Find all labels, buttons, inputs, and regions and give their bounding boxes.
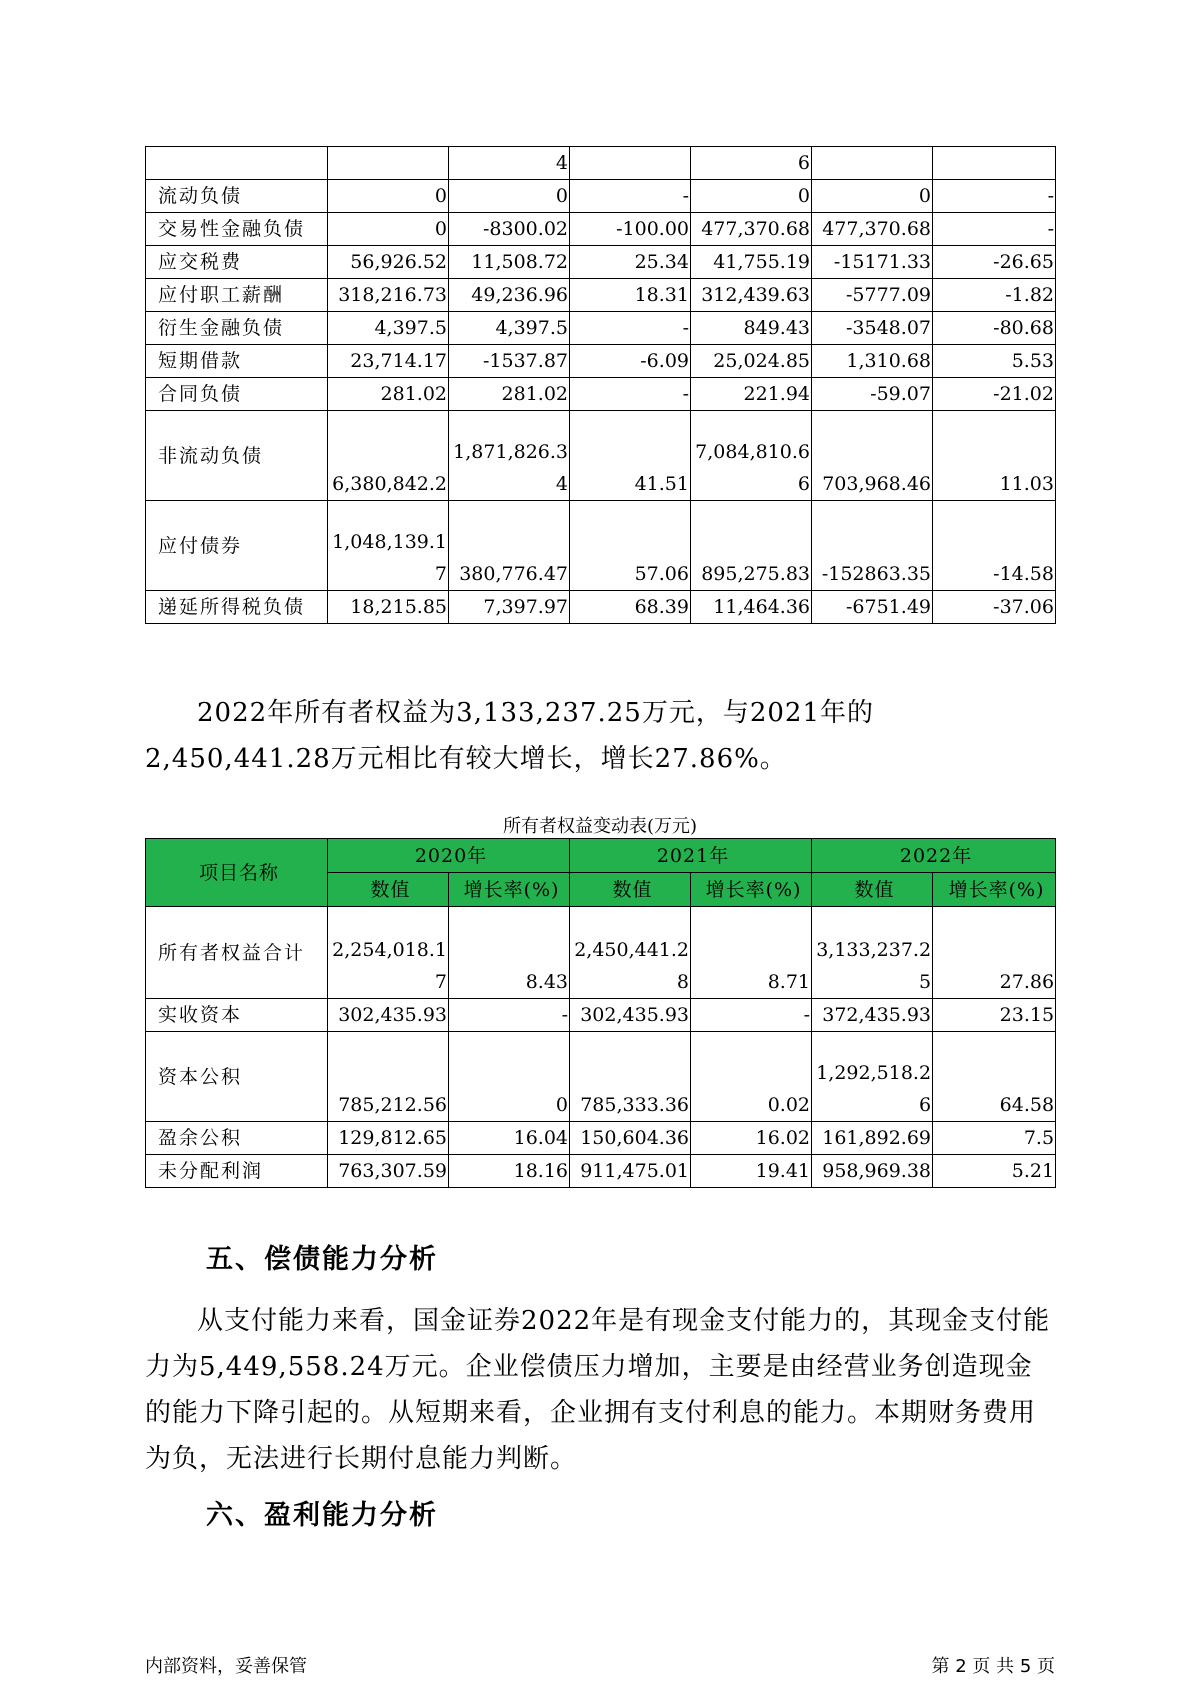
cell-value: 11,508.72 [449, 246, 570, 279]
cell-value: -3548.07 [812, 312, 933, 345]
cell-value: 477,370.68 [691, 213, 812, 246]
table-row [146, 246, 1056, 279]
cell-value: 41.51 [570, 411, 691, 501]
cell-value: 1,310.68 [812, 345, 933, 378]
cell-value: 703,968.46 [812, 411, 933, 501]
cell-value: 64.58 [933, 1032, 1056, 1122]
cell-value: 911,475.01 [570, 1155, 691, 1188]
cell-value: 25,024.85 [691, 345, 812, 378]
row-label: 资本公积 [146, 1032, 328, 1122]
cell-value: 281.02 [449, 378, 570, 411]
cell-value: -15171.33 [812, 246, 933, 279]
cell-value: -8300.02 [449, 213, 570, 246]
table-row [146, 1122, 1056, 1155]
table-row [146, 411, 1056, 501]
cell-value: 57.06 [570, 501, 691, 591]
cell-value: 281.02 [328, 378, 449, 411]
header-year-2020: 2020年 [328, 839, 570, 873]
cell-value: 849.43 [691, 312, 812, 345]
cell-value: 25.34 [570, 246, 691, 279]
cell-value: 8.43 [449, 907, 570, 999]
cell-value: - [570, 378, 691, 411]
section-heading-profitability: 六、盈利能力分析 [206, 1500, 438, 1531]
row-label: 衍生金融负债 [146, 312, 328, 345]
cell-value: 23.15 [933, 999, 1056, 1032]
cell-value: -1.82 [933, 279, 1056, 312]
cell-value: -5777.09 [812, 279, 933, 312]
header-rate: 增长率(%) [933, 873, 1056, 907]
cell-value: 0.02 [691, 1032, 812, 1122]
cell-value: -14.58 [933, 501, 1056, 591]
cell-value: -26.65 [933, 246, 1056, 279]
cell-value: 23,714.17 [328, 345, 449, 378]
cell-value: 16.02 [691, 1122, 812, 1155]
cell-value: 6,380,842.2 [328, 411, 449, 501]
cell-value: 1,048,139.17 [328, 501, 449, 591]
table-row [146, 1155, 1056, 1188]
table-row [146, 907, 1056, 999]
row-label: 递延所得税负债 [146, 591, 328, 624]
table-row [146, 378, 1056, 411]
row-label: 非流动负债 [146, 411, 328, 501]
cell-value: 56,926.52 [328, 246, 449, 279]
cell-value: 41,755.19 [691, 246, 812, 279]
row-label: 应付职工薪酬 [146, 279, 328, 312]
cell-value: 0 [449, 180, 570, 213]
cell-value: 312,439.63 [691, 279, 812, 312]
cell-value: 5.21 [933, 1155, 1056, 1188]
table-row [146, 999, 1056, 1032]
cell-value [812, 147, 933, 180]
cell-value: -100.00 [570, 213, 691, 246]
cell-value: -37.06 [933, 591, 1056, 624]
cell-value: 0 [328, 213, 449, 246]
liabilities-table [145, 146, 1056, 624]
row-label: 应交税费 [146, 246, 328, 279]
row-label [146, 147, 328, 180]
cell-value: 5.53 [933, 345, 1056, 378]
table-row [146, 213, 1056, 246]
cell-value: 1,292,518.26 [812, 1032, 933, 1122]
cell-value: 763,307.59 [328, 1155, 449, 1188]
row-label: 未分配利润 [146, 1155, 328, 1188]
cell-value: 7,397.97 [449, 591, 570, 624]
cell-value: 372,435.93 [812, 999, 933, 1032]
table-row [146, 345, 1056, 378]
cell-value: -59.07 [812, 378, 933, 411]
cell-value: 129,812.65 [328, 1122, 449, 1155]
cell-value: 895,275.83 [691, 501, 812, 591]
table-row [146, 501, 1056, 591]
footer-page-number: 第 2 页 共 5 页 [931, 1656, 1055, 1677]
cell-value: 150,604.36 [570, 1122, 691, 1155]
header-value: 数值 [570, 873, 691, 907]
row-label: 短期借款 [146, 345, 328, 378]
cell-value: 27.86 [933, 907, 1056, 999]
cell-value: 1,871,826.34 [449, 411, 570, 501]
row-label: 合同负债 [146, 378, 328, 411]
cell-value: 68.39 [570, 591, 691, 624]
cell-value: 2,254,018.17 [328, 907, 449, 999]
cell-value: 958,969.38 [812, 1155, 933, 1188]
cell-value: 4,397.5 [328, 312, 449, 345]
table-row [146, 312, 1056, 345]
cell-value: 16.04 [449, 1122, 570, 1155]
row-label: 所有者权益合计 [146, 907, 328, 999]
table-row [146, 147, 1056, 180]
row-label: 流动负债 [146, 180, 328, 213]
cell-value: 0 [449, 1032, 570, 1122]
row-label: 交易性金融负债 [146, 213, 328, 246]
header-rate: 增长率(%) [449, 873, 570, 907]
equity-summary-paragraph: 2022年所有者权益为3,133,237.25万元，与2021年的2,450,441.28万元相比有较大增长，增长27.86%。 [145, 698, 875, 774]
cell-value: 18,215.85 [328, 591, 449, 624]
cell-value: 302,435.93 [328, 999, 449, 1032]
cell-value: 0 [812, 180, 933, 213]
cell-value: -1537.87 [449, 345, 570, 378]
header-year-2022: 2022年 [812, 839, 1056, 873]
cell-value: 0 [328, 180, 449, 213]
cell-value: 4,397.5 [449, 312, 570, 345]
table-row [146, 180, 1056, 213]
cell-value: 318,216.73 [328, 279, 449, 312]
cell-value: 221.94 [691, 378, 812, 411]
cell-value: - [570, 312, 691, 345]
table-caption: 所有者权益变动表(万元) [502, 816, 698, 837]
cell-value: 19.41 [691, 1155, 812, 1188]
cell-value: 2,450,441.28 [570, 907, 691, 999]
cell-value: 302,435.93 [570, 999, 691, 1032]
cell-value: 6 [691, 147, 812, 180]
row-label: 实收资本 [146, 999, 328, 1032]
footer-confidential: 内部资料，妥善保管 [145, 1656, 307, 1677]
cell-value: 0 [691, 180, 812, 213]
cell-value: 7,084,810.66 [691, 411, 812, 501]
cell-value: -6.09 [570, 345, 691, 378]
cell-value: 4 [449, 147, 570, 180]
cell-value: 8.71 [691, 907, 812, 999]
cell-value: 7.5 [933, 1122, 1056, 1155]
cell-value [570, 147, 691, 180]
cell-value: 785,212.56 [328, 1032, 449, 1122]
cell-value: 18.31 [570, 279, 691, 312]
header-item-name: 项目名称 [146, 839, 328, 907]
cell-value: - [570, 180, 691, 213]
header-value: 数值 [812, 873, 933, 907]
section-heading-solvency: 五、偿债能力分析 [206, 1244, 438, 1275]
header-rate: 增长率(%) [691, 873, 812, 907]
cell-value: -80.68 [933, 312, 1056, 345]
table-row [146, 1032, 1056, 1122]
cell-value: 785,333.36 [570, 1032, 691, 1122]
cell-value: 11.03 [933, 411, 1056, 501]
row-label: 应付债券 [146, 501, 328, 591]
cell-value: 11,464.36 [691, 591, 812, 624]
cell-value [933, 147, 1056, 180]
table-row [146, 591, 1056, 624]
cell-value: -6751.49 [812, 591, 933, 624]
cell-value: - [933, 180, 1056, 213]
header-year-2021: 2021年 [570, 839, 812, 873]
cell-value: 49,236.96 [449, 279, 570, 312]
cell-value: - [691, 999, 812, 1032]
cell-value: 3,133,237.25 [812, 907, 933, 999]
cell-value: 380,776.47 [449, 501, 570, 591]
solvency-paragraph: 从支付能力来看，国金证券2022年是有现金支付能力的，其现金支付能力为5,449,558.24万元。企业偿债压力增加，主要是由经营业务创造现金的能力下降引起的。从短期来看，企业拥有支付利息的能力。本期财务费用为负，无法进行长期付息能力判断。 [145, 1306, 1051, 1474]
row-label: 盈余公积 [146, 1122, 328, 1155]
cell-value: -21.02 [933, 378, 1056, 411]
cell-value: - [933, 213, 1056, 246]
cell-value: 161,892.69 [812, 1122, 933, 1155]
header-value: 数值 [328, 873, 449, 907]
table-row [146, 279, 1056, 312]
cell-value: 18.16 [449, 1155, 570, 1188]
cell-value: 477,370.68 [812, 213, 933, 246]
cell-value [328, 147, 449, 180]
equity-table [145, 838, 1056, 1188]
cell-value: -152863.35 [812, 501, 933, 591]
cell-value: - [449, 999, 570, 1032]
